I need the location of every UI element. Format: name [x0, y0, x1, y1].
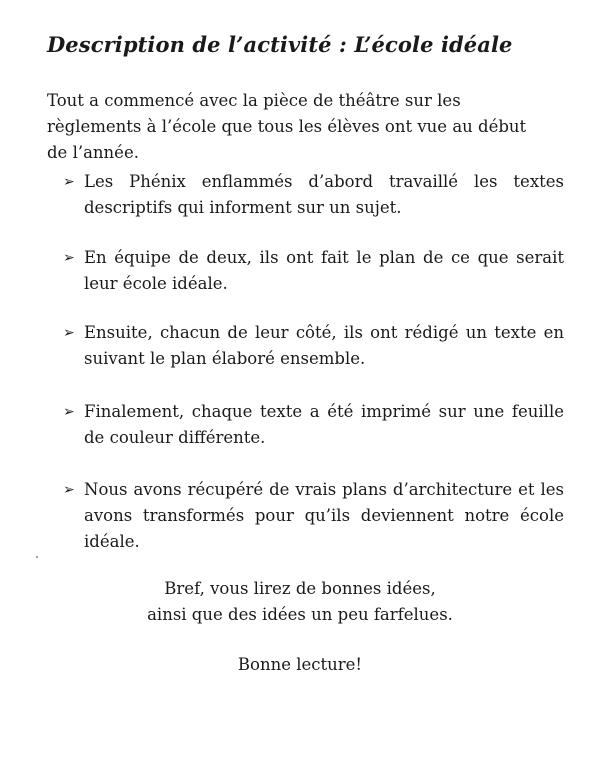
list-item-text: Nous avons récupéré de vrais plans d’architecture et les avons transformés pour qu’ils deviennent notre école idéale.: [84, 480, 564, 551]
list-item: [63, 477, 564, 555]
arrow-bullet-icon: ➢: [63, 250, 75, 266]
signoff: Bonne lecture!: [237, 655, 363, 674]
list-item-text: En équipe de deux, ils ont fait le plan de ce que serait leur école idéale.: [84, 248, 564, 293]
list-item: [63, 399, 564, 451]
list-item-text: Les Phénix enflammés d’abord travaillé les textes descriptifs qui informent sur un sujet.: [84, 172, 564, 217]
arrow-bullet-icon: ➢: [63, 174, 75, 190]
closing-line-2: ainsi que des idées un peu farfelues.: [147, 605, 453, 624]
closing-line-1: Bref, vous lirez de bonnes idées,: [164, 579, 436, 598]
list-item-text: Finalement, chaque texte a été imprimé sur une feuille de couleur différente.: [84, 402, 564, 447]
list-item-text: Ensuite, chacun de leur côté, ils ont rédigé un texte en suivant le plan élaboré ensemble.: [84, 323, 564, 368]
arrow-bullet-icon: ➢: [63, 325, 75, 341]
page-title: Description de l’activité : L’école idéale: [47, 32, 513, 57]
arrow-bullet-icon: ➢: [63, 404, 75, 420]
list-item: [63, 245, 564, 297]
list-item: [63, 320, 564, 372]
closing-paragraph: [0, 576, 600, 628]
list-item: [63, 169, 564, 221]
intro-paragraph: Tout a commencé avec la pièce de théâtre sur les règlements à l’école que tous les élèves ont vue au début de l’année.: [47, 91, 527, 162]
scan-speck: [36, 556, 38, 558]
arrow-bullet-icon: ➢: [63, 482, 75, 498]
